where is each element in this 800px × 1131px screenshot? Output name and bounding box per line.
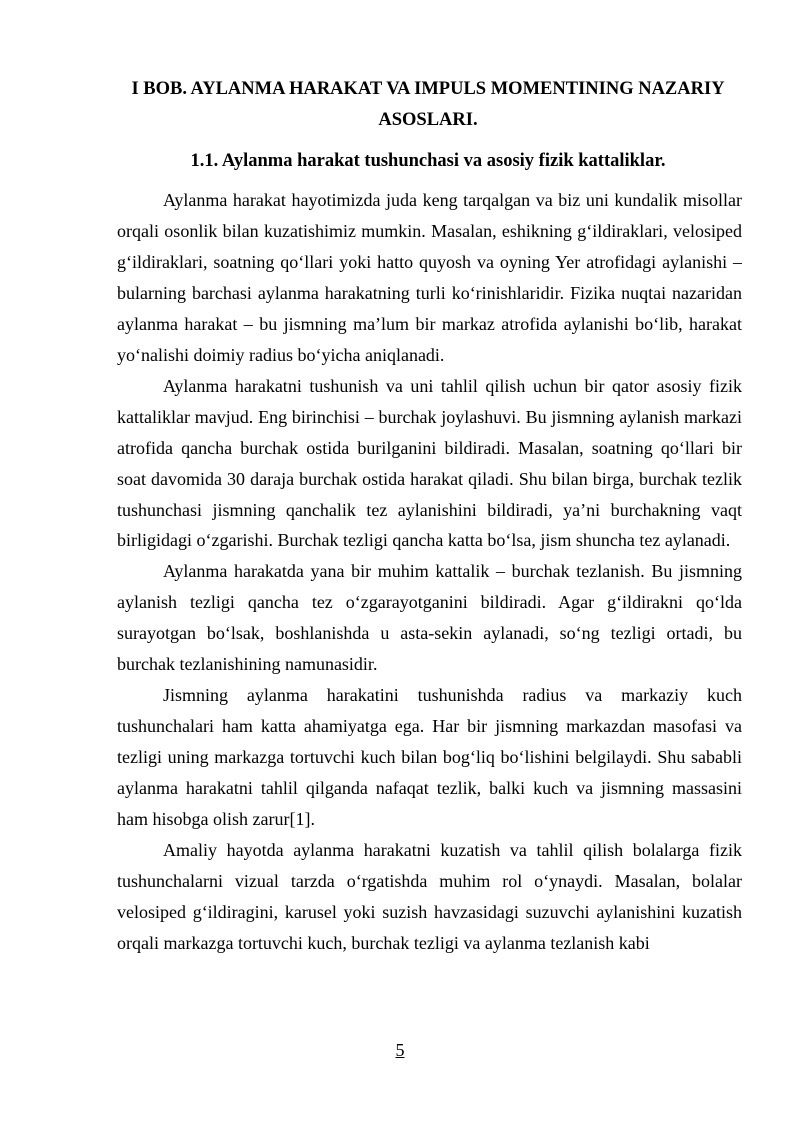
page-number: 5 <box>395 1040 405 1060</box>
section-title: 1.1. Aylanma harakat tushunchasi va asosiy fizik kattaliklar. <box>190 151 666 171</box>
paragraph: Amaliy hayotda aylanma harakatni kuzatish va tahlil qilish bolalarga fizik tushunchalarni vizual tarzda o‘rgatishda muhim rol o‘ynaydi. Masalan, bolalar velosiped g‘ildiragini, karusel yoki suzish havzasidagi suzuvchi aylanishini kuzatish orqali markazga tortuvchi kuch, burchak tezligi va aylanma tezlanish kabi <box>117 840 742 953</box>
paragraph: Jismning aylanma harakatini tushunishda radius va markaziy kuch tushunchalari ham katta ahamiyatga ega. Har bir jismning markazdan masofasi va tezligi uning markazga tortuvchi kuch bilan bog‘liq bo‘lishini belgilaydi. Shu sababli aylanma harakatni tahlil qilganda nafaqat tezlik, balki kuch va jismning massasini ham hisobga olish zarur[1]. <box>117 685 742 830</box>
paragraph: Aylanma harakat hayotimizda juda keng tarqalgan va biz uni kundalik misollar orqali osonlik bilan kuzatishimiz mumkin. Masalan, eshikning g‘ildiraklari, velosiped g‘ildiraklari, soatning qo‘llari yoki hatto quyosh va oyning Yer atrofidagi aylanishi – bularning barchasi aylanma harakatning turli ko‘rinishlaridir. Fizika nuqtai nazaridan aylanma harakat – bu jismning ma’lum bir markaz atrofida aylanishi bo‘lib, harakat yo‘nalishi doimiy radius bo‘yicha aniqlanadi. <box>117 190 742 365</box>
chapter-title: I BOB. AYLANMA HARAKAT VA IMPULS MOMENTINING NAZARIY ASOSLARI. <box>131 79 725 130</box>
body-text <box>117 185 742 1030</box>
paragraph: Aylanma harakatni tushunish va uni tahlil qilish uchun bir qator asosiy fizik kattaliklar mavjud. Eng birinchisi – burchak joylashuvi. Bu jismning aylanish markazi atrofida qancha burchak ostida burilganini bildiradi. Masalan, soatning qo‘llari bir soat davomida 30 daraja burchak ostida harakat qiladi. Shu bilan birga, burchak tezlik tushunchasi jismning qanchalik tez aylanishini bildiradi, ya’ni burchakning vaqt birligidagi o‘zgarishi. Burchak tezligi qancha katta bo‘lsa, jism shuncha tez aylanadi. <box>117 375 742 551</box>
paragraph: Aylanma harakatda yana bir muhim kattalik – burchak tezlanish. Bu jismning aylanish tezligi qancha tez o‘zgarayotganini bildiradi. Agar g‘ildirakni qo‘lda surayotgan bo‘lsak, boshlanishda u asta-sekin aylanadi, so‘ng tezligi ortadi, bu burchak tezlanishining namunasidir. <box>117 561 742 675</box>
